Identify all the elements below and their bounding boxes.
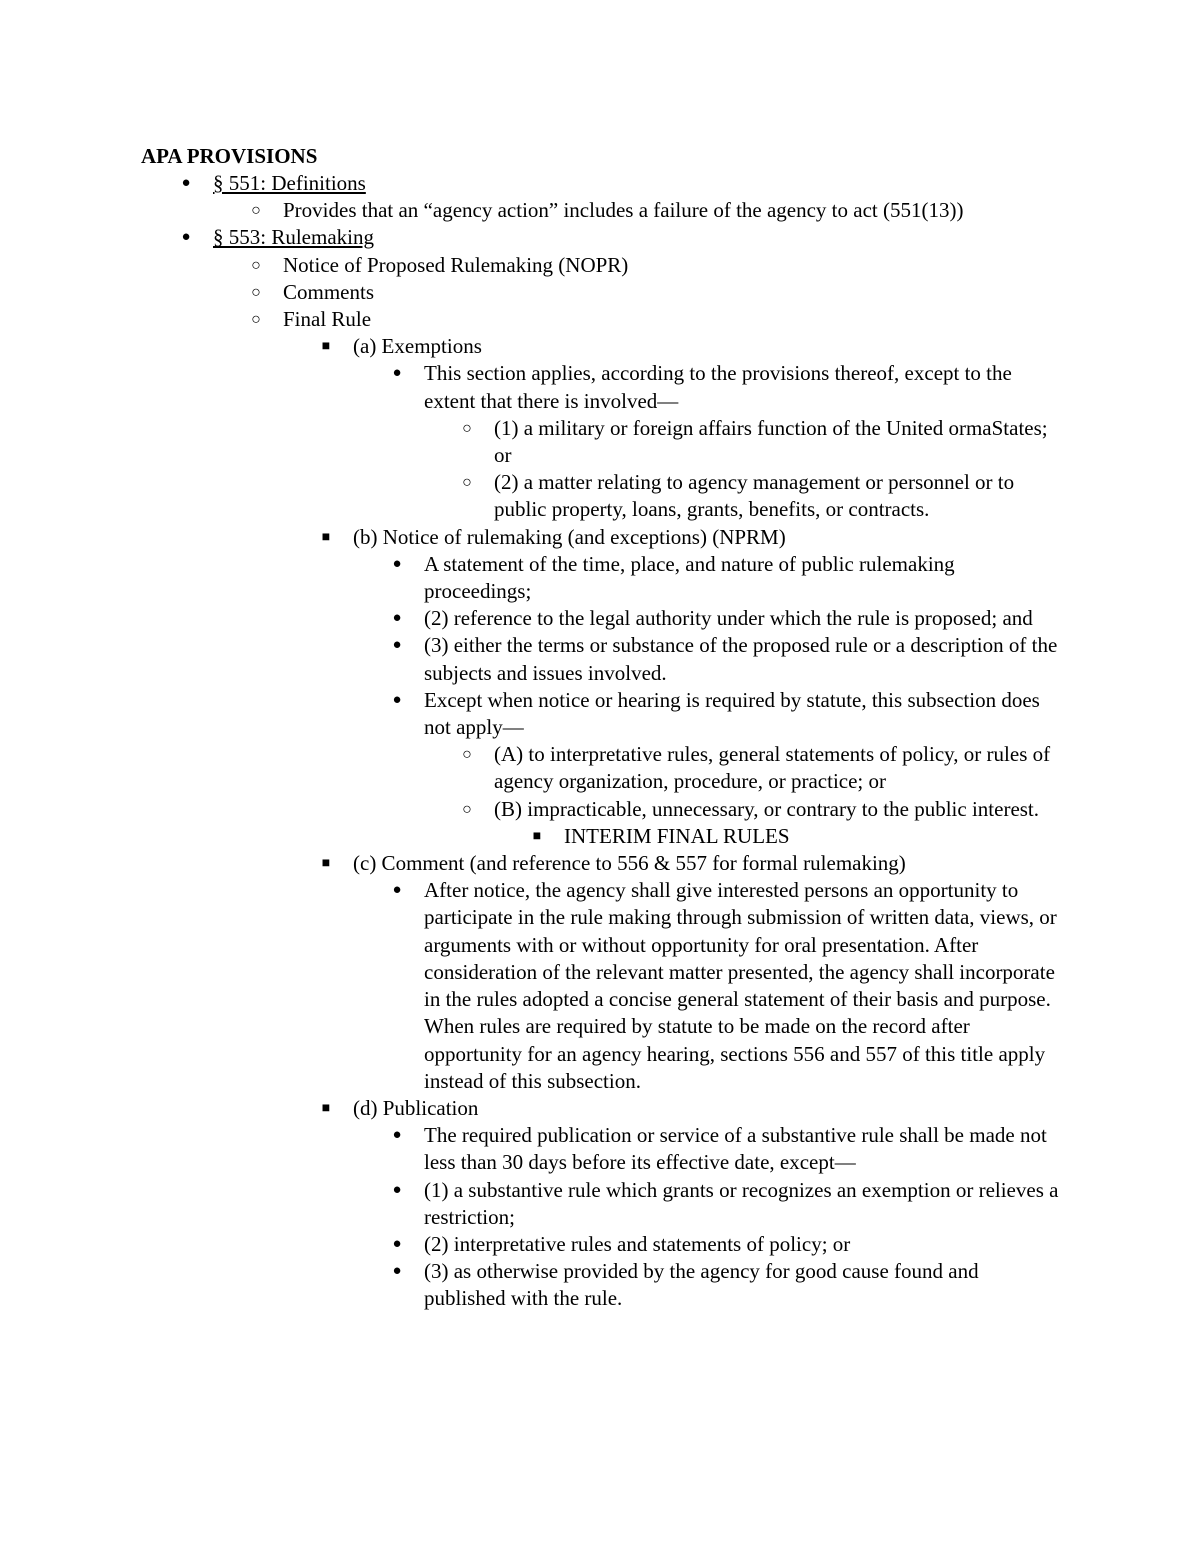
outline-item-text: (1) a military or foreign affairs function of the United ormaStates; or [494, 415, 1048, 468]
outline-item-text: (2) a matter relating to agency management or personnel or to public property, loans, grants, benefits, or contracts. [494, 470, 1015, 522]
outline-item-text: (A) to interpretative rules, general statements of policy, or rules of agency organization, procedure, or practice; or [494, 742, 1051, 794]
outline-item-level-3 [0, 1095, 1200, 1122]
outline-item-text: § 553: Rulemaking [213, 225, 374, 250]
outline-item-level-3 [0, 333, 1200, 360]
square-bullet-icon: ■ [321, 339, 331, 355]
outline-item-text: (3) as otherwise provided by the agency for good cause found and published with the rule. [424, 1259, 979, 1311]
outline-item-text: (2) interpretative rules and statements of policy; or [424, 1231, 851, 1256]
outline-item-text: (3) either the terms or substance of the proposed rule or a description of the subjects and issues involved. [424, 633, 1058, 685]
outline-item-text: (B) impracticable, unnecessary, or contrary to the public interest. [494, 796, 1040, 821]
circle-bullet-icon: ○ [251, 311, 261, 329]
outline-item-level-6 [0, 823, 1200, 850]
outline-item-text: (1) a substantive rule which grants or recognizes an exemption or relieves a restriction; [424, 1177, 1059, 1229]
outline-item-level-5 [0, 415, 1200, 469]
outline-item-level-4 [0, 1231, 1200, 1258]
outline-item-level-3 [0, 524, 1200, 551]
circle-bullet-icon: ○ [462, 800, 472, 818]
outline-item-level-5 [0, 469, 1200, 523]
disc-bullet-icon: ● [392, 1181, 402, 1198]
outline-item-level-2 [0, 279, 1200, 306]
square-bullet-icon: ■ [321, 856, 331, 872]
outline-item-level-4 [0, 360, 1200, 414]
outline-item-level-2 [0, 197, 1200, 224]
disc-bullet-icon: ● [392, 882, 402, 899]
outline-item-text: (c) Comment (and reference to 556 & 557 for formal rulemaking) [353, 851, 906, 876]
outline-item-level-4 [0, 1122, 1200, 1176]
outline-item-text: After notice, the agency shall give interested persons an opportunity to participate in the rule making through submission of written data, views, or arguments with or without opportunity for oral presentation. After consideration of the relevant matter presented, the agency shall incorporate in the rules adopted a concise general statement of their basis and purpose. When rules are required by statute to be made on the record after opportunity for an agency hearing, sections 556 and 557 of this title apply instead of this subsection. [424, 878, 1057, 1093]
square-bullet-icon: ■ [532, 828, 542, 844]
outline-item-level-4 [0, 632, 1200, 686]
outline-item-level-2 [0, 252, 1200, 279]
outline-item-level-3 [0, 850, 1200, 877]
outline-item-text: § 551: Definitions [213, 171, 366, 195]
disc-bullet-icon: ● [392, 555, 402, 572]
outline-item-text: Except when notice or hearing is required by statute, this subsection does not apply— [424, 687, 1040, 740]
outline-item-text: (a) Exemptions [353, 334, 482, 359]
circle-bullet-icon: ○ [251, 202, 261, 220]
circle-bullet-icon: ○ [462, 474, 472, 492]
outline-item-text: Notice of Proposed Rulemaking (NOPR) [283, 252, 629, 277]
square-bullet-icon: ■ [321, 529, 331, 545]
disc-bullet-icon: ● [392, 1127, 402, 1144]
disc-bullet-icon: ● [392, 637, 402, 654]
disc-bullet-icon: ● [392, 1263, 402, 1280]
outline-item-level-4 [0, 551, 1200, 605]
outline-item-text: Comments [283, 279, 375, 304]
circle-bullet-icon: ○ [251, 256, 261, 274]
outline-item-text: (2) reference to the legal authority under which the rule is proposed; and [424, 606, 1033, 631]
circle-bullet-icon: ○ [251, 283, 261, 301]
outline-item-level-1 [0, 224, 1200, 251]
outline-item-text: Final Rule [283, 307, 372, 332]
document-body [0, 142, 1200, 1313]
outline-item-level-5 [0, 741, 1200, 795]
outline-item-text: The required publication or service of a substantive rule shall be made not less than 30 days before its effective date, except— [424, 1123, 1047, 1175]
outline-item-level-1 [0, 170, 1200, 197]
outline-item-level-4 [0, 687, 1200, 741]
disc-bullet-icon: ● [392, 691, 402, 708]
circle-bullet-icon: ○ [462, 746, 472, 764]
outline-item-text: (b) Notice of rulemaking (and exceptions) (NPRM) [353, 524, 786, 549]
disc-bullet-icon: ● [392, 365, 402, 382]
outline-item-text: (d) Publication [353, 1095, 479, 1120]
outline-item-text: INTERIM FINAL RULES [564, 823, 790, 848]
outline-item-level-4 [0, 877, 1200, 1095]
outline-item-level-4 [0, 1258, 1200, 1312]
outline-item-text: Provides that an “agency action” includes a failure of the agency to act (551(13)) [283, 198, 964, 223]
outline-item-text: A statement of the time, place, and nature of public rulemaking proceedings; [424, 551, 955, 604]
outline-item-text: This section applies, according to the provisions thereof, except to the extent that there is involved— [424, 361, 1012, 413]
outline-item-level-4 [0, 1177, 1200, 1231]
circle-bullet-icon: ○ [462, 419, 472, 437]
disc-bullet-icon: ● [181, 175, 191, 191]
outline-item-level-2 [0, 306, 1200, 333]
outline-item-level-5 [0, 796, 1200, 823]
document-title: APA PROVISIONS [141, 144, 318, 168]
square-bullet-icon: ■ [321, 1100, 331, 1116]
disc-bullet-icon: ● [392, 610, 402, 627]
outline-list [0, 170, 1200, 1313]
disc-bullet-icon: ● [392, 1235, 402, 1252]
disc-bullet-icon: ● [181, 229, 191, 246]
outline-item-level-4 [0, 605, 1200, 632]
